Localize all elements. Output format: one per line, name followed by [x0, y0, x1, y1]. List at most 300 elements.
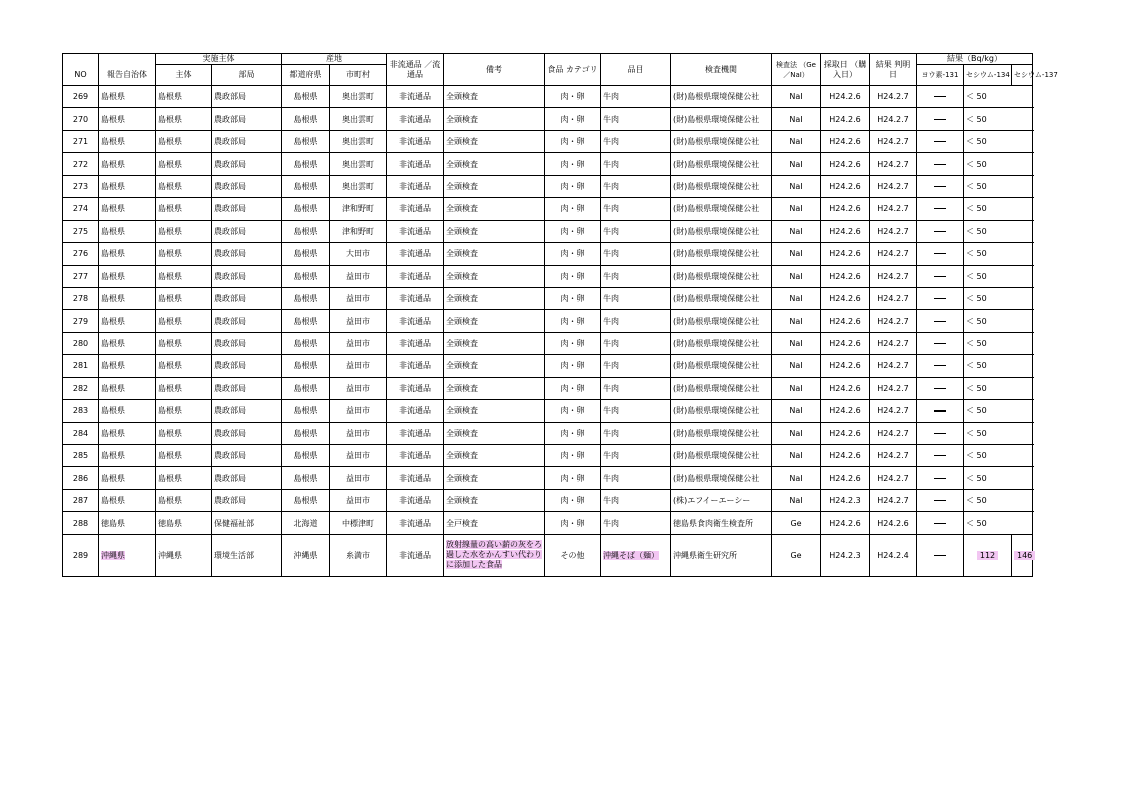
cell-method: NaI: [772, 265, 821, 287]
cell-distribution: 非流通品: [387, 243, 444, 265]
table-row: [63, 355, 1033, 377]
cell-method: NaI: [772, 243, 821, 265]
cell-item: 牛肉: [601, 287, 671, 309]
cell-reporter: 島根県: [99, 355, 156, 377]
header-reporter: 報告自治体: [99, 65, 156, 86]
cell-category: 肉・卵: [545, 422, 601, 444]
cell-method: NaI: [772, 332, 821, 354]
cell-lab: (財)島根県環境保健公社: [671, 198, 772, 220]
cell-lab: (財)島根県環境保健公社: [671, 265, 772, 287]
cell-lab: (財)島根県環境保健公社: [671, 332, 772, 354]
dash-mark: [934, 555, 946, 556]
header-implementer-group: 実施主体: [156, 54, 282, 65]
cell-lab: (財)島根県環境保健公社: [671, 175, 772, 197]
dash-mark: [934, 164, 946, 165]
cell-reporter: 島根県: [99, 467, 156, 489]
cell-iodine: [917, 422, 964, 444]
cell-result-date: H24.2.7: [870, 287, 917, 309]
cell-no: 282: [63, 377, 99, 399]
table-row: [63, 108, 1033, 130]
cell-cs137: 146: [1014, 551, 1035, 560]
cell-item: 牛肉: [601, 310, 671, 332]
cell-distribution: 非流通品: [387, 175, 444, 197]
cell-cs134: 112: [977, 551, 998, 560]
cell-result-date: H24.2.7: [870, 422, 917, 444]
cell-department: 農政部局: [212, 310, 282, 332]
cell-cesium: ＜ 50: [964, 422, 1033, 444]
cell-item: 牛肉: [601, 153, 671, 175]
cell-prefecture: 島根県: [282, 86, 330, 108]
cell-reporter: 島根県: [99, 400, 156, 422]
cell-implementer: 島根県: [156, 310, 212, 332]
dash-mark: [934, 343, 946, 344]
cell-category: 肉・卵: [545, 108, 601, 130]
cell-distribution: 非流通品: [387, 400, 444, 422]
cell-prefecture: 島根県: [282, 153, 330, 175]
header-no: NO: [63, 65, 99, 86]
cell-prefecture: 島根県: [282, 287, 330, 309]
cell-distribution: 非流通品: [387, 265, 444, 287]
dash-mark: [934, 478, 946, 479]
cell-lab: (財)島根県環境保健公社: [671, 108, 772, 130]
table-row: [63, 175, 1033, 197]
cell-department: 保健福祉部: [212, 512, 282, 534]
cell-reporter: 島根県: [99, 153, 156, 175]
cell-implementer: 島根県: [156, 400, 212, 422]
cell-lab: (財)島根県環境保健公社: [671, 467, 772, 489]
cell-distribution: 非流通品: [387, 153, 444, 175]
cell-prefecture: 島根県: [282, 400, 330, 422]
cell-category: 肉・卵: [545, 86, 601, 108]
table-row: [63, 198, 1033, 220]
cell-iodine: [917, 489, 964, 511]
cell-iodine: [917, 108, 964, 130]
cell-method: NaI: [772, 467, 821, 489]
header-remarks: 備考: [444, 54, 545, 86]
cell-iodine: [917, 243, 964, 265]
cell-no: 271: [63, 130, 99, 152]
cell-municipality: 奥出雲町: [330, 108, 387, 130]
table-body: [63, 86, 1033, 577]
cell-sampled: H24.2.6: [821, 422, 870, 444]
cell-implementer: 島根県: [156, 130, 212, 152]
cell-item: 牛肉: [601, 332, 671, 354]
cell-item: 牛肉: [601, 265, 671, 287]
cell-reporter: 島根県: [99, 175, 156, 197]
cell-department: 農政部局: [212, 377, 282, 399]
table-row: [63, 265, 1033, 287]
cell-department: 農政部局: [212, 153, 282, 175]
cell-category: 肉・卵: [545, 489, 601, 511]
cell-department: 農政部局: [212, 220, 282, 242]
cell-reporter: 島根県: [99, 220, 156, 242]
table-row: [63, 332, 1033, 354]
cell-cesium: ＜ 50: [964, 400, 1033, 422]
header-item: 品目: [601, 54, 671, 86]
cell-result-date: H24.2.7: [870, 467, 917, 489]
cell-sampled: H24.2.6: [821, 287, 870, 309]
cell-prefecture: 島根県: [282, 445, 330, 467]
cell-result-date: H24.2.7: [870, 86, 917, 108]
cell-iodine: [917, 265, 964, 287]
cell-lab: 徳島県食肉衛生検査所: [671, 512, 772, 534]
cell-method: NaI: [772, 287, 821, 309]
cell-remarks: 全頭検査: [444, 153, 545, 175]
cell-category: 肉・卵: [545, 287, 601, 309]
cell-department: 農政部局: [212, 175, 282, 197]
cell-sampled: H24.2.6: [821, 175, 870, 197]
cell-distribution: 非流通品: [387, 86, 444, 108]
cell-implementer: 島根県: [156, 153, 212, 175]
cell-no: 278: [63, 287, 99, 309]
cell-remarks: 全頭検査: [444, 400, 545, 422]
header-lab: 検査機関: [671, 54, 772, 86]
cell-result-date: H24.2.7: [870, 153, 917, 175]
cell-remarks: 全頭検査: [444, 467, 545, 489]
cell-no: 274: [63, 198, 99, 220]
cell-lab: (財)島根県環境保健公社: [671, 400, 772, 422]
cell-iodine: [917, 512, 964, 534]
cell-cesium: ＜ 50: [964, 310, 1033, 332]
cell-no: 270: [63, 108, 99, 130]
cell-category: 肉・卵: [545, 265, 601, 287]
cell-cesium: ＜ 50: [964, 512, 1033, 534]
cell-reporter: 島根県: [99, 108, 156, 130]
cell-cesium: ＜ 50: [964, 130, 1033, 152]
cell-sampled: H24.2.6: [821, 377, 870, 399]
cell-implementer: 島根県: [156, 332, 212, 354]
cell-department: 農政部局: [212, 243, 282, 265]
cell-cesium: ＜ 50: [964, 198, 1033, 220]
cell-remarks: 全頭検査: [444, 265, 545, 287]
cell-prefecture: 島根県: [282, 243, 330, 265]
cell-category: 肉・卵: [545, 512, 601, 534]
cell-item: 牛肉: [601, 243, 671, 265]
cell-municipality: 益田市: [330, 265, 387, 287]
cell-lab: 沖縄県衛生研究所: [671, 534, 772, 576]
cell-iodine: [917, 355, 964, 377]
cell-implementer: 島根県: [156, 220, 212, 242]
cell-category: その他: [545, 534, 601, 576]
cell-method: NaI: [772, 422, 821, 444]
dash-mark: [934, 96, 946, 97]
cell-department: 農政部局: [212, 265, 282, 287]
cell-prefecture: 島根県: [282, 108, 330, 130]
dash-mark: [934, 141, 946, 142]
cell-iodine: [917, 534, 964, 576]
cell-remarks: 全頭検査: [444, 108, 545, 130]
cell-reporter: 島根県: [99, 265, 156, 287]
dash-mark: [934, 276, 946, 277]
cell-remarks: 全頭検査: [444, 445, 545, 467]
cell-category: 肉・卵: [545, 332, 601, 354]
cell-item: 牛肉: [601, 175, 671, 197]
dash-mark: [934, 119, 946, 120]
cell-municipality: 大田市: [330, 243, 387, 265]
cell-remarks: 全頭検査: [444, 332, 545, 354]
cell-prefecture: 島根県: [282, 175, 330, 197]
cell-method: NaI: [772, 377, 821, 399]
header-method: 検査法 （Ge／NaI）: [772, 54, 821, 86]
cell-department: 農政部局: [212, 198, 282, 220]
table-row: [63, 512, 1033, 534]
cell-no: 281: [63, 355, 99, 377]
cell-distribution: 非流通品: [387, 310, 444, 332]
cell-result-date: H24.2.7: [870, 489, 917, 511]
cell-prefecture: 島根県: [282, 377, 330, 399]
header-reporter-top: [99, 54, 156, 65]
cell-distribution: 非流通品: [387, 355, 444, 377]
cell-no: 269: [63, 86, 99, 108]
cell-municipality: 糸満市: [330, 534, 387, 576]
cell-distribution: 非流通品: [387, 332, 444, 354]
cell-method: NaI: [772, 198, 821, 220]
cell-sampled: H24.2.6: [821, 332, 870, 354]
cell-department: 農政部局: [212, 332, 282, 354]
cell-prefecture: 北海道: [282, 512, 330, 534]
cell-no: 283: [63, 400, 99, 422]
cell-lab: (財)島根県環境保健公社: [671, 377, 772, 399]
dash-mark: [934, 208, 946, 209]
cell-implementer: 島根県: [156, 445, 212, 467]
cell-cesium: ＜ 50: [964, 265, 1033, 287]
cell-lab: (財)島根県環境保健公社: [671, 310, 772, 332]
cell-remarks: 全頭検査: [444, 377, 545, 399]
header-cs137: セシウム-137: [1012, 65, 1033, 86]
cell-iodine: [917, 130, 964, 152]
cell-cesium: ＜ 50: [964, 355, 1033, 377]
cell-sampled: H24.2.6: [821, 108, 870, 130]
cell-item: 牛肉: [601, 400, 671, 422]
cell-iodine: [917, 287, 964, 309]
cell-municipality: 津和野町: [330, 220, 387, 242]
header-implementer: 主体: [156, 65, 212, 86]
cell-sampled: H24.2.6: [821, 512, 870, 534]
cell-remarks: 全頭検査: [444, 422, 545, 444]
cell-result-date: H24.2.6: [870, 512, 917, 534]
cell-result-date: H24.2.7: [870, 243, 917, 265]
cell-result-date: H24.2.7: [870, 310, 917, 332]
cell-iodine: [917, 175, 964, 197]
cell-department: 農政部局: [212, 130, 282, 152]
cell-category: 肉・卵: [545, 377, 601, 399]
dash-mark: [934, 253, 946, 254]
cell-implementer: 島根県: [156, 467, 212, 489]
cell-implementer: 島根県: [156, 265, 212, 287]
cell-no: 272: [63, 153, 99, 175]
cell-reporter: 島根県: [99, 287, 156, 309]
cell-municipality: 奥出雲町: [330, 86, 387, 108]
cell-no: 289: [63, 534, 99, 576]
cell-item: 牛肉: [601, 198, 671, 220]
cell-item: 牛肉: [601, 220, 671, 242]
cell-no: 277: [63, 265, 99, 287]
table-row: [63, 130, 1033, 152]
cell-cesium: ＜ 50: [964, 86, 1033, 108]
cell-cesium: ＜ 50: [964, 489, 1033, 511]
cell-lab: (財)島根県環境保健公社: [671, 243, 772, 265]
dash-mark: [934, 410, 946, 412]
cell-item: 沖縄そば（麺）: [603, 550, 659, 560]
header-distribution: 非流通品 ／流通品: [387, 54, 444, 86]
header-sampled: 採取日 （購入日）: [821, 54, 870, 86]
cell-method: NaI: [772, 489, 821, 511]
cell-method: Ge: [772, 512, 821, 534]
header-row-top: [63, 54, 1033, 65]
cell-implementer: 島根県: [156, 377, 212, 399]
cell-prefecture: 島根県: [282, 467, 330, 489]
cell-result-date: H24.2.7: [870, 265, 917, 287]
cell-prefecture: 島根県: [282, 130, 330, 152]
cell-lab: (財)島根県環境保健公社: [671, 287, 772, 309]
cell-cesium: ＜ 50: [964, 220, 1033, 242]
header-prefecture: 都道府県: [282, 65, 330, 86]
table-row-289: [63, 534, 1033, 576]
table-row: [63, 445, 1033, 467]
cell-department: 農政部局: [212, 287, 282, 309]
cell-distribution: 非流通品: [387, 534, 444, 576]
cell-municipality: 益田市: [330, 355, 387, 377]
cell-distribution: 非流通品: [387, 198, 444, 220]
cell-iodine: [917, 86, 964, 108]
cell-sampled: H24.2.6: [821, 220, 870, 242]
cell-remarks: 全頭検査: [444, 198, 545, 220]
dash-mark: [934, 455, 946, 456]
cell-remarks: 全頭検査: [444, 220, 545, 242]
table-header: [63, 54, 1058, 86]
dash-mark: [934, 231, 946, 232]
cell-cesium: ＜ 50: [964, 445, 1033, 467]
cell-lab: (株)エフイーエーシー: [671, 489, 772, 511]
cell-department: 農政部局: [212, 445, 282, 467]
cell-distribution: 非流通品: [387, 512, 444, 534]
table-row: [63, 287, 1033, 309]
cell-remarks: 全頭検査: [444, 489, 545, 511]
cell-method: NaI: [772, 310, 821, 332]
cell-category: 肉・卵: [545, 310, 601, 332]
cell-department: 農政部局: [212, 422, 282, 444]
cell-reporter: 島根県: [99, 422, 156, 444]
table-row: [63, 153, 1033, 175]
cell-distribution: 非流通品: [387, 130, 444, 152]
cell-prefecture: 島根県: [282, 265, 330, 287]
cell-iodine: [917, 220, 964, 242]
header-no-top: [63, 54, 99, 65]
cell-municipality: 益田市: [330, 400, 387, 422]
cell-prefecture: 沖縄県: [282, 534, 330, 576]
cell-no: 286: [63, 467, 99, 489]
cell-method: NaI: [772, 130, 821, 152]
dash-mark: [934, 388, 946, 389]
cell-item: 牛肉: [601, 355, 671, 377]
cell-iodine: [917, 332, 964, 354]
cell-sampled: H24.2.6: [821, 130, 870, 152]
cell-implementer: 徳島県: [156, 512, 212, 534]
cell-implementer: 島根県: [156, 175, 212, 197]
cell-prefecture: 島根県: [282, 332, 330, 354]
cell-reporter: 島根県: [99, 198, 156, 220]
cell-prefecture: 島根県: [282, 220, 330, 242]
cell-prefecture: 島根県: [282, 422, 330, 444]
cell-remarks: 全頭検査: [444, 355, 545, 377]
cell-cesium: ＜ 50: [964, 332, 1033, 354]
table-row: [63, 310, 1033, 332]
cell-lab: (財)島根県環境保健公社: [671, 220, 772, 242]
cell-no: 275: [63, 220, 99, 242]
cell-municipality: 奥出雲町: [330, 175, 387, 197]
cell-cesium: ＜ 50: [964, 377, 1033, 399]
cell-municipality: 益田市: [330, 332, 387, 354]
header-category: 食品 カテゴリ: [545, 54, 601, 86]
cell-iodine: [917, 400, 964, 422]
cell-reporter: 島根県: [99, 377, 156, 399]
cell-item: 牛肉: [601, 86, 671, 108]
cell-category: 肉・卵: [545, 467, 601, 489]
cell-remarks: 全頭検査: [444, 243, 545, 265]
cell-lab: (財)島根県環境保健公社: [671, 153, 772, 175]
cell-no: 284: [63, 422, 99, 444]
cell-department: 農政部局: [212, 355, 282, 377]
cell-no: 276: [63, 243, 99, 265]
cell-iodine: [917, 377, 964, 399]
cell-result-date: H24.2.7: [870, 377, 917, 399]
cell-department: 農政部局: [212, 400, 282, 422]
cell-remarks: 全頭検査: [444, 86, 545, 108]
cell-remarks: 全頭検査: [444, 287, 545, 309]
cell-iodine: [917, 467, 964, 489]
cell-implementer: 島根県: [156, 422, 212, 444]
cell-reporter: 島根県: [99, 310, 156, 332]
cell-result-date: H24.2.7: [870, 198, 917, 220]
cell-implementer: 島根県: [156, 198, 212, 220]
cell-implementer: 島根県: [156, 489, 212, 511]
cell-category: 肉・卵: [545, 355, 601, 377]
cell-remarks: 全頭検査: [444, 130, 545, 152]
cell-cesium: ＜ 50: [964, 467, 1033, 489]
cell-cesium: ＜ 50: [964, 153, 1033, 175]
cell-distribution: 非流通品: [387, 108, 444, 130]
cell-municipality: 津和野町: [330, 198, 387, 220]
cell-sampled: H24.2.6: [821, 467, 870, 489]
cell-item: 牛肉: [601, 130, 671, 152]
cell-item: 牛肉: [601, 489, 671, 511]
cell-municipality: 奥出雲町: [330, 153, 387, 175]
cell-item: 牛肉: [601, 512, 671, 534]
cell-item: 牛肉: [601, 467, 671, 489]
cell-no: 285: [63, 445, 99, 467]
dash-mark: [934, 321, 946, 322]
cell-municipality: 益田市: [330, 422, 387, 444]
cell-department: 農政部局: [212, 489, 282, 511]
cell-sampled: H24.2.6: [821, 355, 870, 377]
header-results-group: 結果（Bq/kg）: [917, 54, 1033, 65]
cell-implementer: 島根県: [156, 243, 212, 265]
cell-iodine: [917, 153, 964, 175]
cell-municipality: 益田市: [330, 287, 387, 309]
cell-municipality: 益田市: [330, 310, 387, 332]
cell-reporter: 島根県: [99, 130, 156, 152]
cell-lab: (財)島根県環境保健公社: [671, 422, 772, 444]
cell-no: 288: [63, 512, 99, 534]
cell-no: 287: [63, 489, 99, 511]
cell-no: 273: [63, 175, 99, 197]
cell-result-date: H24.2.7: [870, 332, 917, 354]
cell-iodine: [917, 198, 964, 220]
dash-mark: [934, 523, 946, 524]
cell-remarks: 放射線量の高い薪の灰をろ過した水をかんすい代わりに添加した食品: [446, 540, 542, 570]
cell-reporter: 島根県: [99, 332, 156, 354]
cell-remarks: 全戸検査: [444, 512, 545, 534]
